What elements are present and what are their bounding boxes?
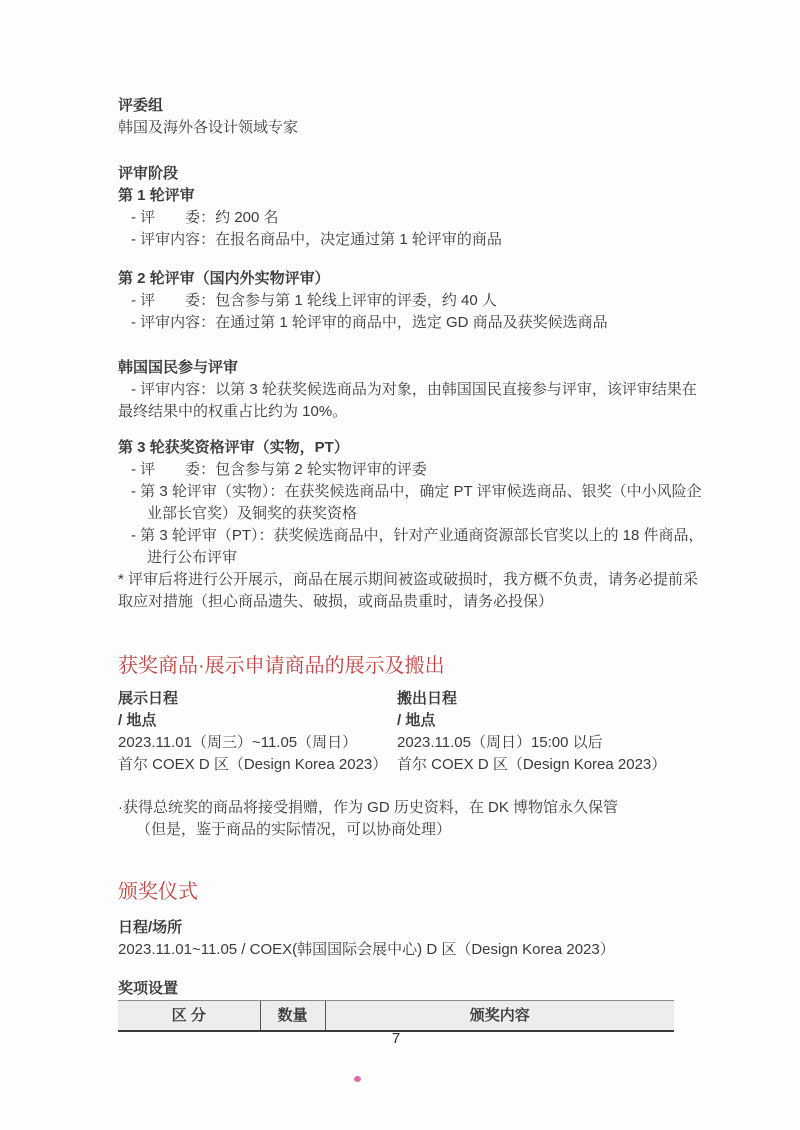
awards-table-header-quantity: 数量: [260, 1001, 325, 1032]
round1-title: 第 1 轮评审: [118, 187, 195, 204]
round2-item: - 评审内容：在通过第 1 轮评审的商品中，选定 GD 商品及获奖候选商品: [131, 314, 608, 331]
ceremony-section-heading: 颁奖仪式: [118, 881, 198, 903]
moveout-schedule-title: 搬出日程: [397, 690, 458, 707]
page-number: 7: [391, 1030, 401, 1047]
awards-table-header-content: 颁奖内容: [325, 1001, 674, 1032]
spacer: [118, 139, 674, 161]
display-schedule-location-label: / 地点: [118, 712, 157, 729]
round3-item-continuation: 进行公布评审: [147, 549, 238, 566]
public-review-line: - 评审内容：以第 3 轮获奖候选商品为对象，由韩国国民直接参与评审，该评审结果在: [131, 381, 697, 398]
ceremony-schedule-heading: 日程/场所: [118, 919, 183, 936]
moveout-schedule-location-label: / 地点: [397, 712, 436, 729]
spacer: [118, 334, 674, 357]
document-body: [118, 95, 704, 1032]
review-note-line: * 评审后将进行公开展示，商品在展示期间被盗或破损时，我方概不负责，请务必提前采: [118, 571, 699, 588]
scan-artifact-dot: [354, 1076, 361, 1082]
round2-title: 第 2 轮评审（国内外实物评审）: [118, 270, 330, 287]
round1-item: - 评 委：约 200 名: [131, 209, 279, 226]
donation-note-line: ·获得总统奖的商品将接受捐赠，作为 GD 历史资料，在 DK 博物馆永久保管: [118, 799, 619, 816]
display-schedule-column: [118, 688, 397, 776]
spacer: [118, 423, 674, 437]
round3-item: - 评 委：包含参与第 2 轮实物评审的评委: [131, 461, 427, 478]
round1-item: - 评审内容：在报名商品中，决定通过第 1 轮评审的商品: [131, 231, 502, 248]
awards-table-header-division: 区 分: [118, 1001, 260, 1032]
moveout-schedule-date: 2023.11.05（周日）15:00 以后: [397, 734, 603, 751]
round2-item: - 评 委：包含参与第 1 轮线上评审的评委，约 40 人: [131, 292, 497, 309]
awards-setup-heading: 奖项设置: [118, 980, 179, 997]
donation-note: [118, 797, 674, 841]
public-review-line: 最终结果中的权重占比约为 10%。: [118, 403, 348, 420]
display-schedule-title: 展示日程: [118, 690, 179, 707]
review-note-line: 取应对措施（担心商品遗失、破损，或商品贵重时，请务必投保）: [118, 593, 554, 610]
display-schedule-date: 2023.11.01（周三）~11.05（周日）: [118, 734, 358, 751]
display-schedule-venue: 首尔 COEX D 区（Design Korea 2023）: [118, 756, 388, 773]
round3-item-continuation: 业部长官奖）及铜奖的获奖资格: [147, 505, 358, 522]
awards-table: [118, 1000, 674, 1032]
ceremony-schedule-value: 2023.11.01~11.05 / COEX(韩国国际会展中心) D 区（Design Korea 2023）: [118, 941, 615, 958]
donation-note-line: （但是，鉴于商品的实际情况，可以协商处理）: [136, 821, 452, 838]
public-review-title: 韩国国民参与评审: [118, 359, 239, 376]
round3-item: - 第 3 轮评审（PT）：获奖候选商品中，针对产业通商资源部长官奖以上的 18 件商品，: [131, 527, 704, 544]
moveout-schedule-venue: 首尔 COEX D 区（Design Korea 2023）: [397, 756, 667, 773]
round3-title: 第 3 轮获奖资格评审（实物，PT）: [118, 439, 349, 456]
jury-group-desc: 韩国及海外各设计领域专家: [118, 119, 299, 136]
exhibition-columns: [118, 688, 674, 776]
awards-table-header-row: [118, 1001, 674, 1032]
round3-item: - 第 3 轮评审（实物）：在获奖候选商品中，确定 PT 评审候选商品、银奖（中小风险企: [131, 483, 702, 500]
ceremony-schedule: [118, 917, 674, 961]
moveout-schedule-column: [397, 688, 674, 776]
exhibition-section-heading: 获奖商品·展示申请商品的展示及搬出: [118, 655, 445, 677]
jury-group-heading: 评委组: [118, 97, 164, 114]
review-stages-heading: 评审阶段: [118, 165, 179, 182]
spacer: [118, 251, 674, 268]
